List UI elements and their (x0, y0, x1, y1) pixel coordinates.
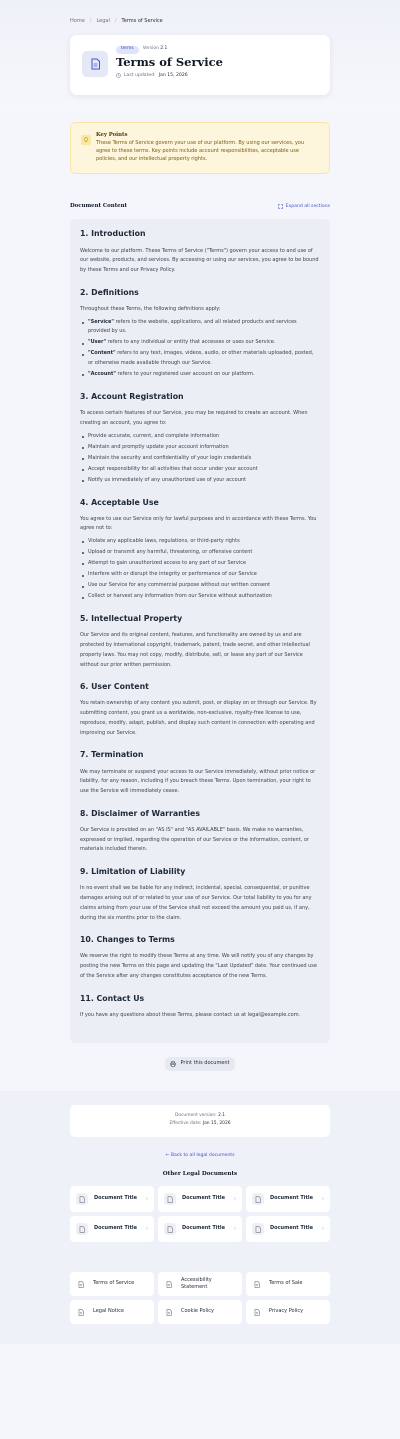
list-item-text: Use our Service for any commercial purpose without our written consent (88, 582, 271, 589)
legal-link-label: Terms of Sale (269, 1280, 303, 1287)
chevron-right-icon: › (145, 1226, 148, 1232)
section-paragraph: Our Service is provided on an "AS IS" and "AS AVAILABLE" basis. We make no warranties, expressed or implied, regarding the operation of our Service or the information, content, or materials included therein. (80, 826, 309, 853)
list-item-text: Violate any applicable laws, regulations, or third-party rights (88, 538, 240, 545)
list-item-text: Maintain and promptly update your account information (88, 443, 229, 450)
document-icon (164, 1307, 174, 1317)
list-item-text: refers to your registered user account on our platform. (115, 371, 255, 378)
breadcrumb-legal[interactable]: Legal (96, 18, 110, 24)
section (80, 288, 320, 380)
definition-term: "Account" (88, 371, 116, 378)
legal-link-label: Accessibility Statement (181, 1276, 212, 1291)
document-icon (164, 1223, 176, 1235)
legal-link[interactable] (158, 1272, 242, 1296)
chevron-right-icon: › (233, 1196, 236, 1202)
list-item (80, 548, 320, 558)
footer (0, 1091, 400, 1345)
list-item (80, 318, 320, 338)
document-icon (252, 1307, 262, 1317)
list-item (80, 338, 320, 348)
list-item (80, 349, 320, 369)
chevron-right-icon: › (145, 1196, 148, 1202)
badges (116, 46, 223, 54)
document-tile[interactable] (158, 1216, 242, 1242)
section-paragraph: We reserve the right to modify these Terms at any time. We will notify you of any changes by posting the new Terms on this page and updating the "Last Updated" date. Your continued use of the Service after any changes constitutes acceptance of the new Terms. (80, 953, 317, 979)
legal-link-label: Legal Notice (93, 1308, 124, 1315)
list-item (80, 443, 320, 453)
list-item-text: Accept responsibility for all activities that occur under your account (88, 465, 258, 472)
legal-link-label: Terms of Service (93, 1280, 135, 1287)
list-item-text: Collect or harvest any information from our Service without authorization (88, 593, 272, 600)
section-paragraph: Throughout these Terms, the following definitions apply: (80, 305, 221, 312)
breadcrumb-separator: / (89, 18, 92, 24)
list-item-text: Notify us immediately of any unauthorized use of your account (88, 476, 246, 483)
list-item (80, 581, 320, 591)
section-paragraph: You agree to use our Service only for lawful purposes and in accordance with these Terms. You agree not to: (80, 515, 317, 532)
section-title[interactable]: 10. Changes to Terms (80, 935, 175, 945)
section (80, 809, 320, 855)
document-content-header (70, 202, 330, 210)
list-item (80, 476, 320, 486)
expand-icon (278, 204, 283, 209)
document-icon (76, 1223, 88, 1235)
section-title[interactable]: 4. Acceptable Use (80, 497, 159, 507)
definition-term: "User" (88, 339, 107, 346)
document-tile-title: Document Title (182, 1225, 226, 1232)
list-item (80, 559, 320, 569)
chevron-right-icon: › (321, 1196, 324, 1202)
document-tile[interactable] (246, 1186, 330, 1212)
legal-link[interactable] (70, 1300, 154, 1324)
document-tile-title: Document Title (270, 1225, 314, 1232)
version-card (70, 1105, 330, 1137)
legal-link[interactable] (246, 1300, 330, 1324)
list-item-text: refers to the website, applications, and all related products and services provided by us. (88, 318, 297, 335)
section (80, 498, 320, 603)
section (80, 682, 320, 738)
section-title[interactable]: 6. User Content (80, 682, 149, 692)
print-button[interactable]: Print this document (165, 1057, 235, 1071)
document-icon (164, 1193, 176, 1205)
list-item-text: refers to any individual or entity that accesses or uses our Service. (106, 339, 276, 346)
document-tile[interactable] (70, 1216, 154, 1242)
section-title[interactable]: 11. Contact Us (80, 993, 145, 1003)
list-item-text: Interfere with or disrupt the integrity or performance of our Service (88, 571, 257, 578)
section (80, 229, 320, 275)
breadcrumb-home[interactable]: Home (70, 18, 85, 24)
print-row (0, 1057, 400, 1071)
document-icon (76, 1279, 86, 1289)
other-documents-title: Other Legal Documents (162, 1170, 238, 1177)
legal-link[interactable] (158, 1300, 242, 1324)
section-title[interactable]: 3. Account Registration (80, 392, 184, 402)
list-item (80, 570, 320, 580)
document-tile[interactable] (246, 1216, 330, 1242)
breadcrumb-separator: / (114, 18, 117, 24)
section-paragraph: In no event shall we be liable for any indirect, incidental, special, consequential, or punitive damages arising out of or related to your use of our Service. Our total liability to you for any claims arising from your use of the Service shall not exceed the amount you paid us, if any, during the six months prior to the claim. (80, 885, 312, 921)
document-icon (82, 51, 108, 77)
section-paragraph: You retain ownership of any content you submit, post, or display on or through our Service. By submitting content, you grant us a worldwide, non-exclusive, royalty-free license to use, reproduce, modify, adapt, publish, and display such content in connection with operating and improving our Service. (80, 700, 317, 736)
hero-meta (116, 46, 223, 79)
list-item (80, 465, 320, 475)
legal-link-label: Privacy Policy (269, 1308, 304, 1315)
printer-icon (170, 1061, 176, 1067)
document-tile-title: Document Title (94, 1195, 138, 1202)
key-points-title: Key Points (96, 132, 128, 138)
legal-links-grid (0, 1272, 400, 1334)
breadcrumb-current: Terms of Service (121, 18, 163, 24)
document-tile-title: Document Title (182, 1195, 226, 1202)
section (80, 614, 320, 670)
document-tile[interactable] (70, 1186, 154, 1212)
section-title[interactable]: 1. Introduction (80, 229, 146, 239)
list-item-text: Attempt to gain unauthorized access to any part of our Service (88, 560, 247, 567)
legal-link[interactable] (246, 1272, 330, 1296)
section-paragraph: Welcome to our platform. These Terms of Service ("Terms") govern your access to and use of our website, products, and services. By accessing or using our services, you agree to be bound by these Terms and our Privacy Policy. (80, 247, 319, 273)
effective-date: Effective date: Jan 15, 2026 (169, 1121, 231, 1127)
document-tile-title: Document Title (94, 1225, 138, 1232)
list-item-text: refers to any text, images, videos, audio, or other materials uploaded, posted, or otherwise made available through our Service. (88, 350, 314, 367)
chevron-right-icon: › (233, 1226, 236, 1232)
chevron-right-icon: › (321, 1226, 324, 1232)
section (80, 994, 320, 1021)
section-title[interactable]: 7. Termination (80, 750, 144, 760)
list-item-text: Upload or transmit any harmful, threatening, or offensive content (88, 549, 253, 556)
section-list (80, 537, 320, 602)
definition-term: "Content" (88, 350, 116, 357)
list-item (80, 370, 320, 380)
document-content-label: Document Content (70, 203, 128, 209)
lightbulb-icon (81, 135, 91, 145)
section-paragraph: We may terminate or suspend your access to our Service immediately, without prior notice or liability, for any reason, including if you breach these Terms. Upon termination, your right to use the Service will immediately cease. (80, 768, 316, 795)
document-icon (252, 1223, 264, 1235)
document-icon (76, 1307, 86, 1317)
section (80, 867, 320, 923)
section-list (80, 432, 320, 486)
page-title: Terms of Service (116, 54, 223, 69)
section-list (80, 318, 320, 380)
document-tile-title: Document Title (270, 1195, 314, 1202)
definition-term: "Service" (88, 318, 114, 325)
section-paragraph: To access certain features of our Service, you may be required to create an account. When creating an account, you agree to: (80, 410, 308, 426)
key-points-box (70, 122, 330, 174)
clock-icon (116, 73, 121, 78)
document-icon (252, 1193, 264, 1205)
document-icon (76, 1193, 88, 1205)
section (80, 392, 320, 486)
section-paragraph: Our Service and its original content, features, and functionality are owned by us and are protected by international copyright, trademark, patent, trade secret, and other intellectual property laws. You may not copy, modify, distribute, sell, or lease any part of our Service without our prior written permission. (80, 632, 310, 668)
legal-link[interactable] (70, 1272, 154, 1296)
list-item-text: Provide accurate, current, and complete information (88, 432, 220, 439)
section (80, 750, 320, 796)
document-icon (252, 1279, 262, 1289)
expand-all-button[interactable]: Expand all sections (278, 203, 330, 210)
section (80, 935, 320, 981)
last-updated: Last updated: Jan 15, 2026 (116, 72, 223, 79)
section-title[interactable]: 9. Limitation of Liability (80, 867, 186, 877)
type-badge: terms (116, 46, 139, 54)
hero (0, 0, 400, 110)
section-title[interactable]: 5. Intellectual Property (80, 614, 183, 624)
key-points-text: These Terms of Service govern your use of our platform. By using our services, you agree to these terms. Key points include account responsibilities, acceptable use policies, and our intellectual property rights. (96, 140, 305, 162)
document-tile[interactable] (158, 1186, 242, 1212)
document-version: Document version: 2.1 (174, 1113, 226, 1119)
list-item (80, 432, 320, 442)
back-link[interactable]: ← Back to all legal documents (165, 1152, 235, 1158)
section-title[interactable]: 2. Definitions (80, 287, 139, 297)
breadcrumb (0, 18, 400, 26)
version-label: Version 2.1 (142, 46, 168, 52)
other-documents-grid (0, 1186, 400, 1242)
legal-link-label: Cookie Policy (181, 1308, 214, 1315)
document-icon (164, 1279, 174, 1289)
section-paragraph: If you have any questions about these Terms, please contact us at legal@example.com. (80, 1011, 301, 1018)
document-content (70, 219, 330, 1042)
list-item (80, 454, 320, 464)
list-item (80, 592, 320, 602)
section-title[interactable]: 8. Disclaimer of Warranties (80, 808, 200, 818)
hero-card (70, 35, 330, 95)
list-item-text: Maintain the security and confidentiality of your login credentials (88, 454, 252, 461)
list-item (80, 537, 320, 547)
